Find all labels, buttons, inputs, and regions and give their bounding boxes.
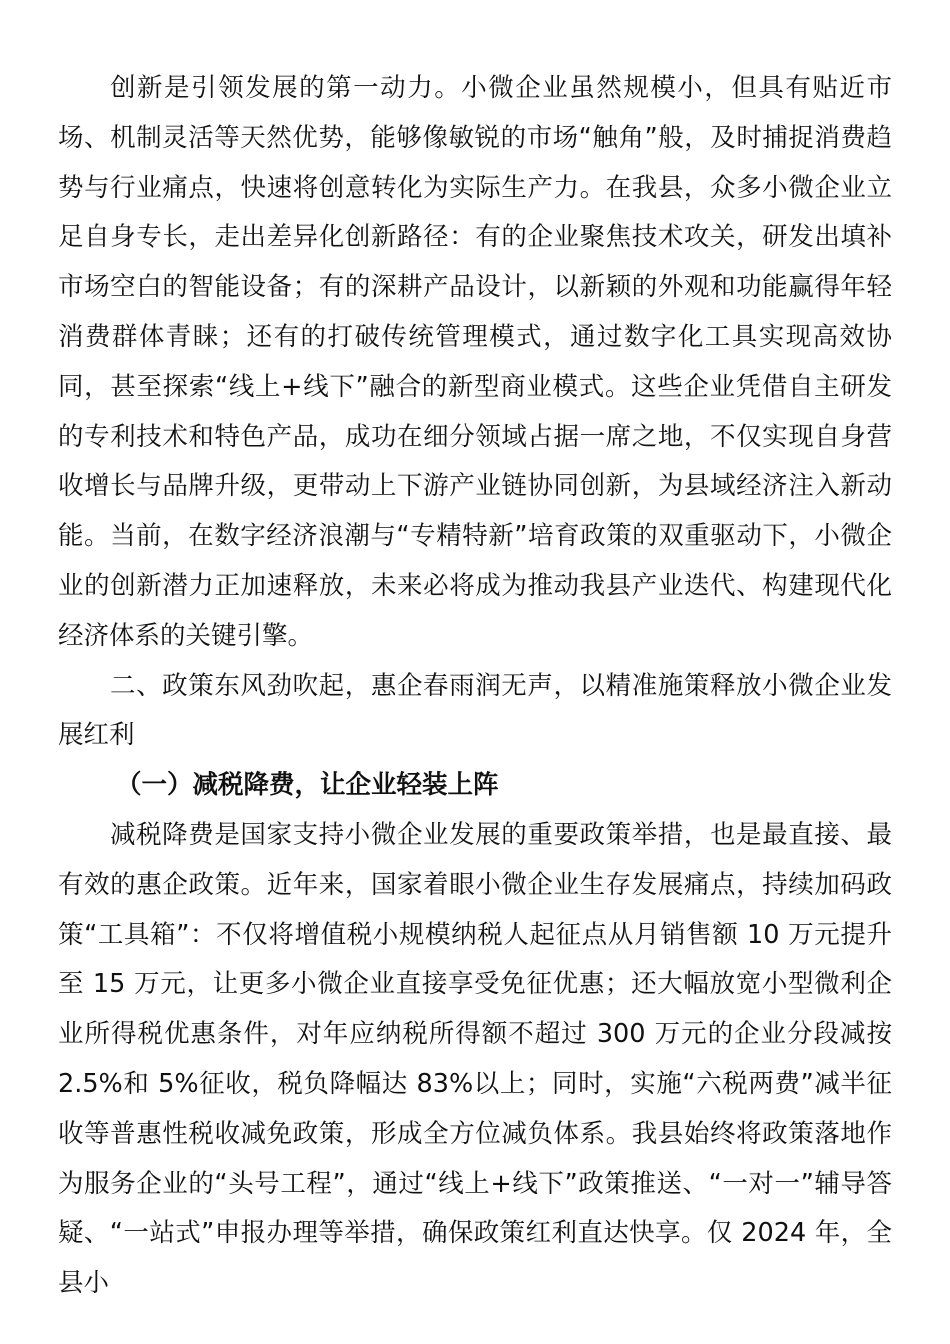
subheading-tax-reduction: （一）减税降费，让企业轻装上阵 bbox=[116, 770, 499, 801]
body-paragraph-tax-reduction: 减税降费是国家支持小微企业发展的重要政策举措，也是最直接、最有效的惠企政策。近年来，国家着眼小微企业生存发展痛点，持续加码政策“工具箱”：不仅将增值税小规模纳税人起征点从月销售额 10 万元提升至 15 万元，让更多小微企业直接享受免征优惠；还大幅放宽小型微利企业所得税优惠条件，对年应纳税所得额不超过 300 万元的企业分段减按 2.5%和 5%征收，税负降幅达 83%以上；同时，实施“六税两费”减半征收等普惠性税收减免政策，形成全方位减负体系。我县始终将政策落地作为服务企业的“头号工程”，通过“线上+线下”政策推送、“一对一”辅导答疑、“一站式”申报办理等举措，确保政策红利直达快享。仅 2024 年，全县小 bbox=[58, 819, 892, 1299]
document-body bbox=[58, 64, 892, 1309]
section-heading-policy: 二、政策东风劲吹起，惠企春雨润无声，以精准施策释放小微企业发展红利 bbox=[58, 670, 892, 751]
body-paragraph-innovation: 创新是引领发展的第一动力。小微企业虽然规模小，但具有贴近市场、机制灵活等天然优势，能够像敏锐的市场“触角”般，及时捕捉消费趋势与行业痛点，快速将创意转化为实际生产力。在我县，众多小微企业立足自身专长，走出差异化创新路径：有的企业聚焦技术攻关，研发出填补市场空白的智能设备；有的深耕产品设计，以新颖的外观和功能赢得年轻消费群体青睐；还有的打破传统管理模式，通过数字化工具实现高效协同，甚至探索“线上+线下”融合的新型商业模式。这些企业凭借自主研发的专利技术和特色产品，成功在细分领域占据一席之地，不仅实现自身营收增长与品牌升级，更带动上下游产业链协同创新，为县域经济注入新动能。当前，在数字经济浪潮与“专精特新”培育政策的双重驱动下，小微企业的创新潜力正加速释放，未来必将成为推动我县产业迭代、构建现代化经济体系的关键引擎。 bbox=[58, 73, 892, 651]
